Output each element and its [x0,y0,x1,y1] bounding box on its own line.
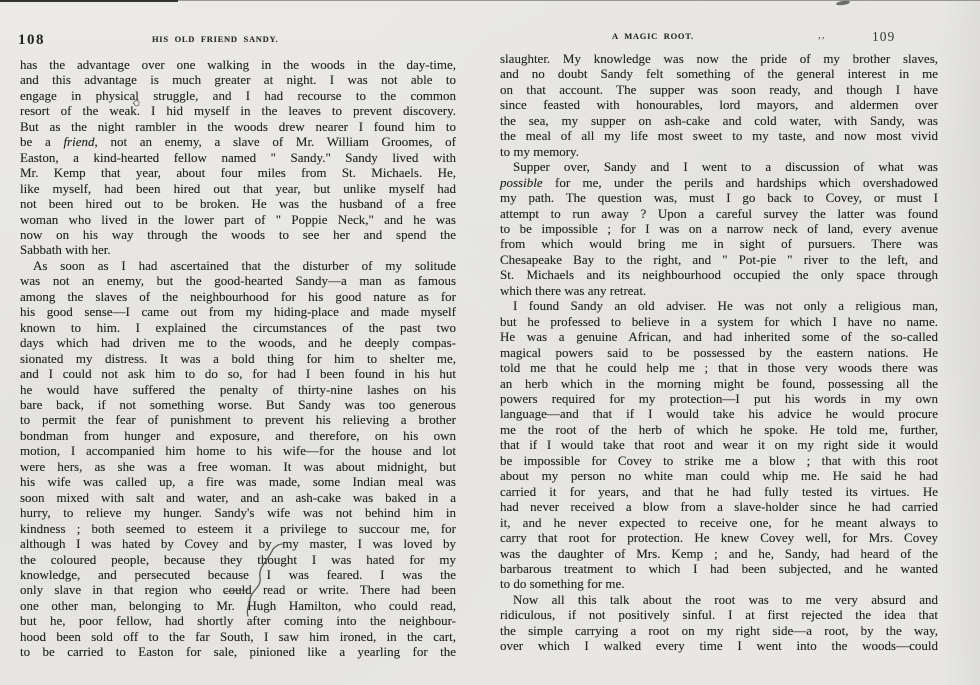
text-line: not been hired out to be broken. He was the husband of a free [20,196,456,212]
text-line: told me that he could help me ; that in those very woods there was [500,360,938,376]
text-line: over which I walked every time I went into the woods—could [500,638,938,654]
text-line: kindness ; both seemed to esteem it a privilege to succour me, for [20,520,456,536]
text-line: on that account. The supper was soon ready, and though I have [500,81,938,97]
text-line: Supper over, Sandy and I went to a discussion of what was [513,159,938,175]
page-number-right: 109 [872,29,896,44]
running-title-right: A MAGIC ROOT. [612,31,694,41]
text-line: to be carried to Easton for sale, pinioned like a yearling for the [20,644,456,660]
text-line: hood been sold off to the far South, I saw him ironed, in the cart, [20,628,456,644]
text-line: like myself, had been hired out that year, but unlike myself had [20,180,456,196]
text-line: Mr. Kemp that year, about four miles from St. Michaels. He, [20,165,456,181]
text-line: which there was any retreat. [500,282,647,298]
text-line: I found Sandy an old adviser. He was not only a religious man, [513,298,938,314]
text-line: slaughter. My knowledge was now the pride of my brother slaves, [500,51,938,66]
text-line: powers required for my protection—I put his words in my own [500,390,938,406]
text-line: attempt to run away ? Upon a careful survey the latter was found [500,205,938,221]
text-line: carry that root for protection. He knew Covey well, for Mrs. Covey [500,530,938,546]
text-line: although I was hated by Covey and by my master, I was loved by [20,536,456,552]
text-line: woman who lived in the lower part of " Poppie Neck," and he was [20,211,456,227]
text-line: one other man, belonging to Mr. Hugh Hamilton, who could read, [20,597,456,613]
text-line: the meal of all my life most sweet to my taste, and now most vivid [500,128,938,144]
text-line: my path. The question was, must I go back to Covey, or must I [500,190,938,206]
text-line: he would have suffered the penalty of thirty-nine lashes on his [20,381,456,397]
text-line: barbarous treatment to which I had been subjected, and he wanted [500,560,938,576]
text-line: was the daughter of Mrs. Kemp ; and he, Sandy, had heard of the [500,545,938,561]
text-line: Now all this talk about the root was to me very absurd and [513,591,938,607]
scan-edge-shading [938,0,980,685]
text-line: but he professed to believe in a system for which I have no name. [500,313,938,329]
scan-smudge-artifact [836,0,850,6]
text-line: and this advantage is much greater at night. I was not able to [20,72,456,88]
text-line: had never received a blow from a slave-holder since he had carried [500,499,938,515]
text-line: the coloured people, because they thought I was hated for my [20,551,456,567]
text-line: me the root of the herb of which he spoke. He told me, further, [500,421,938,437]
text-line: He was a genuine African, and had inherited some of the so-called [500,329,938,345]
text-line: to permit the fear of punishment to prevent his relieving a brother [20,412,456,428]
page-right-text [500,51,938,654]
text-line: now on his way through the woods to see her and spend the [20,226,456,242]
text-line: and no doubt Sandy felt something of the general interest in me [500,66,938,82]
text-line: Easton, a kind-hearted fellow named " Sandy." Sandy lived with [20,149,456,165]
text-line: known to him. I explained the circumstances of the past two [20,319,456,335]
text-line: an herb which in the morning might be found, possessing all the [500,375,938,391]
text-line: has the advantage over one walking in the woods in the day-time, [20,57,456,72]
text-line: possible for me, under the perils and hardships which overshadowed [500,174,938,190]
page-number-left: 108 [18,32,45,48]
text-line: But as the night rambler in the woods drew nearer I found him to [20,118,456,134]
text-line: his wife was called up, a fire was made, some Indian meal was [20,474,456,490]
text-line: Sabbath with her. [20,242,111,258]
text-line: Chesapeake Bay to the right, and " Pot-pie " river to the left, and [500,251,938,267]
text-line: the simple carrying a root on my right side—a root, by the way, [500,622,938,638]
text-line: since feasted with honourables, lord mayors, and aldermen over [500,97,938,113]
page-left-text [20,57,456,660]
text-line: engage in physical struggle, and I had recourse to the common [20,87,456,103]
text-line: it, and he never expected to receive one, for he meant always to [500,514,938,530]
text-line: days which had driven me to the woods, and he deeply compas- [20,335,456,351]
text-line: to my memory. [500,143,579,159]
text-line: bare back, if not something worse. But Sandy was too generous [20,396,456,412]
text-line: the sea, my supper on ash-cake and cold water, with Sandy, was [500,112,938,128]
text-line: bondman from hunger and exposure, and therefore, on his own [20,427,456,443]
text-line: be impossible for Covey to strike me a blow ; that with this root [500,452,938,468]
text-line: be a friend, not an enemy, a slave of Mr. William Groomes, of [20,134,456,150]
text-line: hurry, to relieve my hunger. Sandy's wife was not behind him in [20,505,456,521]
running-title-left: HIS OLD FRIEND SANDY. [152,34,279,44]
text-line: was not an enemy, but the good-hearted Sandy—a man as famous [20,273,456,289]
text-line: to be impossible ; for I was on a narrow neck of land, every avenue [500,220,938,236]
text-line: St. Michaels and its neighbourhood occupied the only space through [500,267,938,283]
text-line: among the slaves of the neighbourhood for his good nature as for [20,288,456,304]
text-line: about my person no white man could whip me. He said he had [500,468,938,484]
text-line: magical powers said to be possessed by the eastern nations. He [500,344,938,360]
scan-top-edge-artifact-left [0,0,178,2]
text-line: As soon as I had ascertained that the disturber of my solitude [33,257,456,273]
text-line: sionated my distress. It was a bold thing for him to shelter me, [20,350,456,366]
text-line: language—and that if I would take his advice he would procure [500,406,938,422]
text-line: only slave in that region who could read or write. There had been [20,582,456,598]
text-line: carried it for years, and that he had fully tested its virtues. He [500,483,938,499]
text-line: motion, I accompanied him home to his wife—for the house and lot [20,443,456,459]
text-line: ridiculous, if not positively sinful. I at first rejected the idea that [500,607,938,623]
text-line: were hers, as she was a free woman. It was about midnight, but [20,458,456,474]
text-line: from which would bring me in sight of pursuers. There was [500,236,938,252]
text-line: resort of the weak. I hid myself in the leaves to prevent discovery. [20,103,456,119]
text-line: knowledge, and persecuted because I was feared. I was the [20,566,456,582]
text-line: soon mixed with salt and water, and an ash-cake was baked in a [20,489,456,505]
text-line: and I could not ask him to do so, for had I been found in his hut [20,366,456,382]
text-line: his good sense—I came out from my hiding-place and made myself [20,304,456,320]
ditto-mark-artifact: ,, [818,29,826,41]
text-line: to do something for me. [500,576,625,592]
text-line: that if I would take that root and wear it on my right side it would [500,437,938,453]
text-line: but he, poor fellow, had shortly after coming into the neighbour- [20,613,456,629]
